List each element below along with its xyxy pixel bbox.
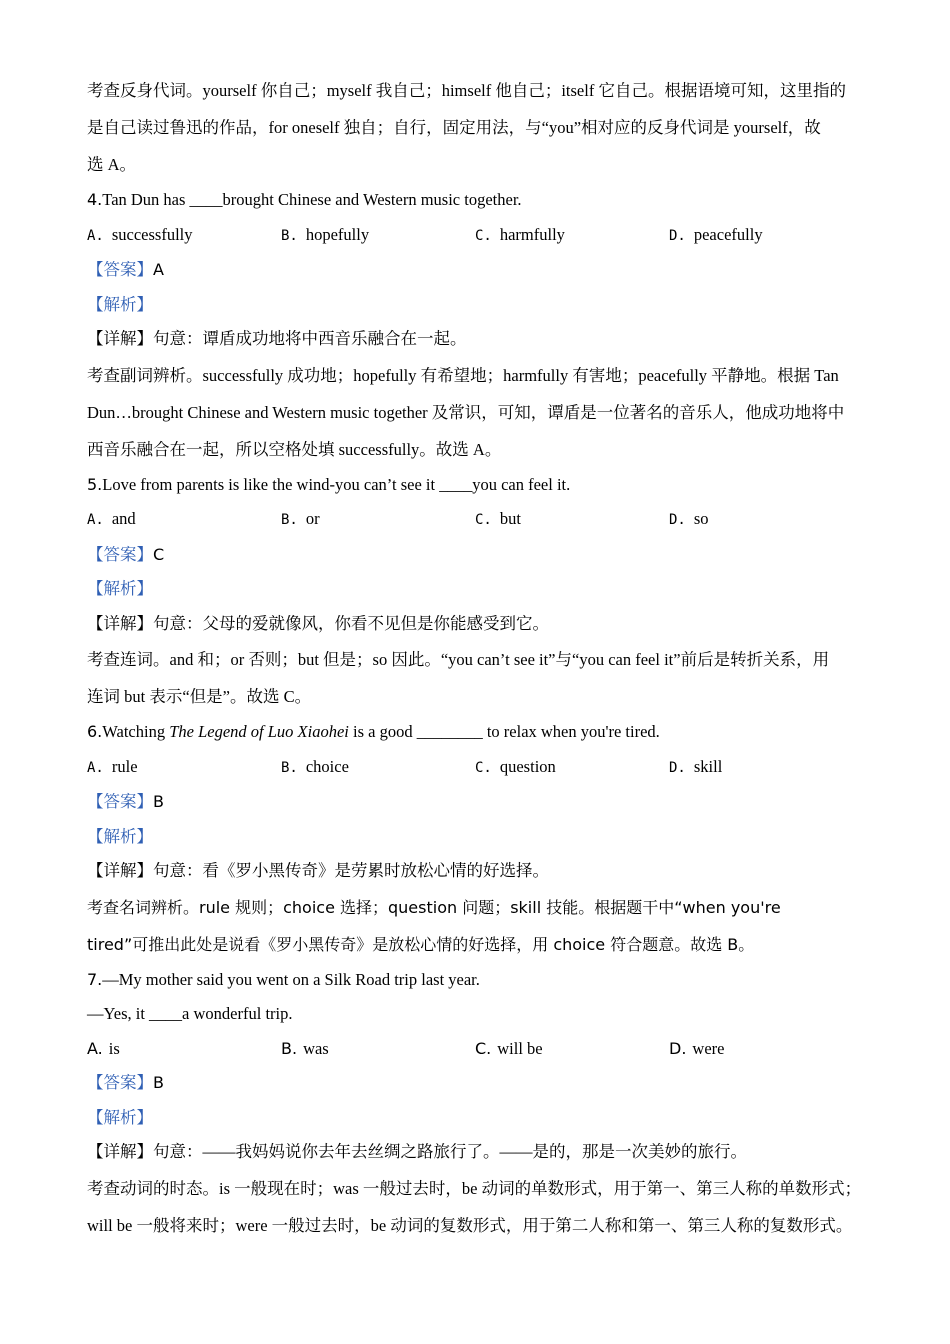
option-d: D. so [669,509,709,528]
option-a: A. successfully [87,224,193,244]
answer-label: 【答案】 [87,544,153,564]
answer-value: B [153,792,164,811]
question-text: Tan Dun has ____brought Chinese and Western music together. [102,190,522,209]
answer-label: 【答案】 [87,792,153,811]
answer-line [87,785,863,820]
option-d: D. skill [669,756,723,776]
intro-line-1: 考查反身代词。yourself 你自己；myself 我自己；himself 他自己；itself 它自己。根据语境可知，这里指的 [87,81,846,100]
question-6-options [87,750,863,786]
option-c: C. but [475,509,521,528]
answer-value: B [153,1073,164,1092]
detail-line: 【详解】句意：谭盾成功地将中西音乐融合在一起。 [87,329,467,348]
explanation-line: 考查连词。and 和；or 否则；but 但是；so 因此。“you can’t see it”与“you can feel it”前后是转折关系，用 [87,650,830,669]
explanation-line: 考查名词辨析。rule 规则；choice 选择；question 问题；skill 技能。根据题干中“when you're [87,897,781,917]
intro-line-2: 是自己读过鲁迅的作品，for oneself 独自；自行，固定用法，与“you”相对应的反身代词是 yourself，故 [87,118,821,137]
answer-label: 【答案】 [87,1073,153,1092]
answer-value: C [153,544,165,564]
explanation-line: 考查副词辨析。successfully 成功地；hopefully 有希望地；harmfully 有害地；peacefully 平静地。根据 Tan [87,365,839,385]
question-5-stem [87,468,863,503]
answer-line [87,1066,863,1101]
option-a: A. is [87,1038,120,1058]
option-d: D. were [669,1038,725,1058]
option-a: A. and [87,509,136,528]
detail-line: 【详解】句意：——我妈妈说你去年去丝绸之路旅行了。——是的，那是一次美妙的旅行。 [87,1142,747,1161]
question-4-options [87,218,863,254]
question-7-stem [87,963,863,998]
detail-line: 【详解】句意：父母的爱就像风，你看不见但是你能感受到它。 [87,613,549,633]
option-b: B. was [281,1038,329,1058]
option-c: C. will be [475,1038,543,1058]
option-a: A. rule [87,756,138,776]
option-c: C. harmfully [475,224,565,244]
explanation-line: will be 一般将来时；were 一般过去时，be 动词的复数形式，用于第二人称和第一、第三人称的复数形式。 [87,1215,853,1235]
question-number: 5. [87,474,103,494]
option-b: B. hopefully [281,224,370,244]
option-b: B. choice [281,756,349,776]
detail-line: 【详解】句意：看《罗小黑传奇》是劳累时放松心情的好选择。 [87,861,549,880]
question-number: 6. [87,722,103,741]
option-c: C. question [475,756,556,776]
explanation-line: 连词 but 表示“但是”。故选 C。 [87,687,312,706]
analysis-label: 【解析】 [87,579,153,598]
answer-value: A [153,260,164,279]
question-4-stem [87,183,863,218]
document-page [87,72,863,1244]
film-title: The Legend of Luo Xiaohei [169,722,349,741]
question-6-stem: 6.Watching The Legend of Luo Xiaohei is a good ________ to relax when you're tired. [87,722,660,741]
explanation-line: 考查动词的时态。is 一般现在时；was 一般过去时，be 动词的单数形式，用于第一、第三人称的单数形式； [87,1178,862,1198]
question-7-reply: —Yes, it ____a wonderful trip. [87,1004,293,1023]
question-text: —My mother said you went on a Silk Road trip last year. [102,969,480,989]
intro-line-3: 选 A。 [87,155,137,174]
answer-line [87,538,863,573]
answer-line [87,253,863,288]
analysis-label: 【解析】 [87,1107,153,1127]
option-b: B. or [281,509,320,528]
question-7-options [87,1032,863,1067]
option-d: D. peacefully [669,224,763,244]
question-5-options [87,502,863,538]
explanation-line: tired”可推出此处是说看《罗小黑传奇》是放松心情的好选择，用 choice 符合题意。故选 B。 [87,934,755,954]
explanation-line: 西音乐融合在一起，所以空格处填 successfully。故选 A。 [87,439,502,459]
answer-label: 【答案】 [87,260,153,279]
question-text: Love from parents is like the wind-you can’t see it ____you can feel it. [102,474,571,494]
explanation-line: Dun…brought Chinese and Western music together 及常识，可知，谭盾是一位著名的音乐人，他成功地将中 [87,402,845,422]
analysis-label: 【解析】 [87,826,153,846]
analysis-label: 【解析】 [87,294,153,314]
question-number: 4. [87,190,103,209]
question-number: 7. [87,969,103,989]
